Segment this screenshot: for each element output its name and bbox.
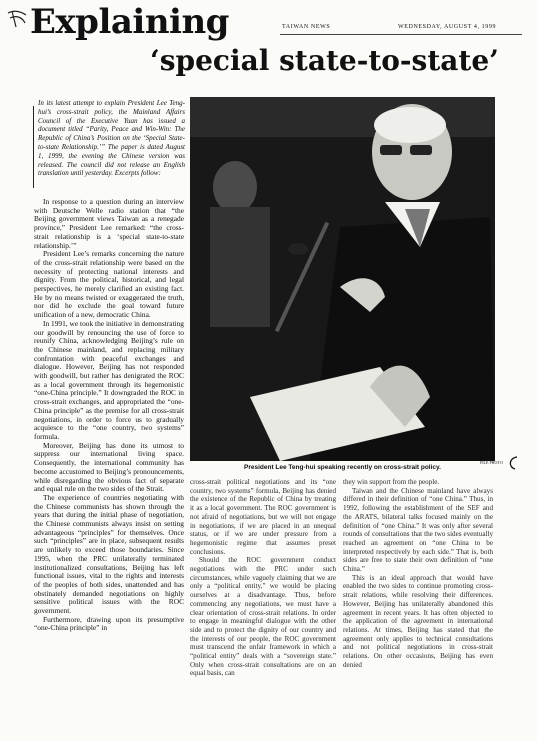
publication-date: WEDNESDAY, AUGUST 4, 1999: [398, 24, 497, 30]
photo-credit: FILE PHOTO: [480, 460, 503, 465]
headline: Explaining: [30, 2, 229, 42]
col1-paragraph: In response to a question during an interview with Deutsche Welle radio station that “the Beijing government views Taiwan as a renegade province,” President Lee remarked: “the cross-strait relationship is a ‘special state-to-state relationship.’”: [34, 197, 184, 250]
col3-paragraph: they win support from the people.: [343, 478, 440, 486]
col3-paragraph: Taiwan and the Chinese mainland have always differed in their definition of “one China.” Thus, in 1992, following the establishment of the SEF and the ARATS, bilateral talks focused mainly on the definition of “one China.” It was only after several rounds of consultations that the two sides eventually reached an agreement on “one China to be interpreted respectively by each side.” That is, both sides are free to state their own definition of “one China.”: [343, 486, 493, 574]
subheadline: ‘special state-to-state’: [150, 44, 499, 77]
header-rule: [280, 34, 522, 35]
publication-name: TAIWAN NEWS: [282, 24, 331, 30]
col1-paragraph: The experience of countries negotiating with the Chinese communists has shown through the years that during the initial phase of negotiation, the Chinese communists always insist on setting advantageous “principles” for themselves. Once such “principles” are in place, subsequent results are unlikely to exceed those boundaries. Since 1995, when the PRC unilaterally terminated institutionalized consultations, Beijing has left functional issues, vital to the rights and interests of the peoples of both sides, unattended and has obstinately demanded negotiations on highly sensitive political issues with the ROC government.: [34, 492, 184, 616]
col1-paragraph: Furthermore, drawing upon its presumptive “one-China principle” in: [34, 614, 184, 633]
col2-paragraph: cross-strait political negotiations and its “one country, two systems” formula, Beijing has denied the existence of the Republic of China by treating it as a local government. The ROC government is not afraid of negotiations, but we will not engage in negotiations, if we are placed in an unequal status, or if we are under pressure from a hegemonistic regime that assumes preset conclusions.: [190, 478, 336, 556]
intro-paragraph: In its latest attempt to explain President Lee Teng-hui’s cross-strait policy, the Mainland Affairs Council of the Executive Yuan has issued a document titled “Parity, Peace and Win-Win: The Republic of China’s Position on the ‘Special State-to-state Relationship.’” The paper is dated August 1, 1999, the evening the Chinese version was released. The council did not release an English translation until yesterday. Excerpts follow:: [38, 99, 185, 178]
col2-paragraph: Should the ROC government conduct negotiations with the PRC under such circumstances, while vaguely claiming that we are only a “political entity,” we would be placing ourselves at a disadvantage. Thus, before commencing any negotiations, we must have a clear orientation of cross-strait relations. In order to engage in meaningful dialogue with the other side and to protect the dignity of our country and the interests of our people, the ROC government must transcend the unfair framework in which a “political entity” deals with a “sovereign state.” Only when cross-strait consultations are on an equal basis, can: [190, 556, 336, 678]
column-2: [190, 478, 336, 678]
column-1: [34, 198, 184, 633]
speaker-photo: [190, 97, 495, 461]
col1-paragraph: Moreover, Beijing has done its utmost to suppress our international living space. Consequently, the international community has become accustomed to Beijing’s pronouncements, while disregarding the obvious fact of separate and equal rule on the two sides of the Strait.: [34, 440, 184, 494]
col1-paragraph: In 1991, we took the initiative in demonstrating our goodwill by renouncing the use of force to reunify China, acknowledging Beijing’s rule on the Chinese mainland, and replacing military confrontation with peaceful exchanges and dialogue. However, Beijing has not responded with goodwill, but rather has denigrated the ROC as a local government through its hegemonistic “one-China principle.” It downgraded the ROC in cross-strait exchanges, and appropriated the “one-China principle” as the premise for all cross-strait negotiations, in order to force us to gradually acquiesce to the “one country, two systems” formula.: [34, 318, 184, 441]
intro-rule: [33, 106, 34, 188]
handwritten-mark-icon: [506, 455, 520, 471]
col1-paragraph: President Lee’s remarks concerning the nature of the cross-strait relationship were based on the necessity of protecting national interests and dignity. From the political, historical, and legal perspectives, he merely clarified an existing fact. He by no means twisted or exaggerated the truth, nor did he exclude the goal toward future unification of a new, democratic China.: [34, 249, 184, 320]
column-3: [343, 478, 493, 669]
col3-paragraph: This is an ideal approach that would have enabled the two sides to continue promoting cross-strait relations, while resolving their differences. However, Beijing has unilaterally abandoned this agreement in recent years. It has often objected to the application of the agreement in international relations. At times, Beijing has stated that the agreement only applies to technical consultations and not political negotiations in cross-strait relations. On other occasions, Beijing has even denied: [343, 573, 493, 669]
pen-mark-icon: [6, 9, 28, 29]
photo-caption: President Lee Teng-hui speaking recently on cross-strait policy.: [244, 464, 441, 471]
